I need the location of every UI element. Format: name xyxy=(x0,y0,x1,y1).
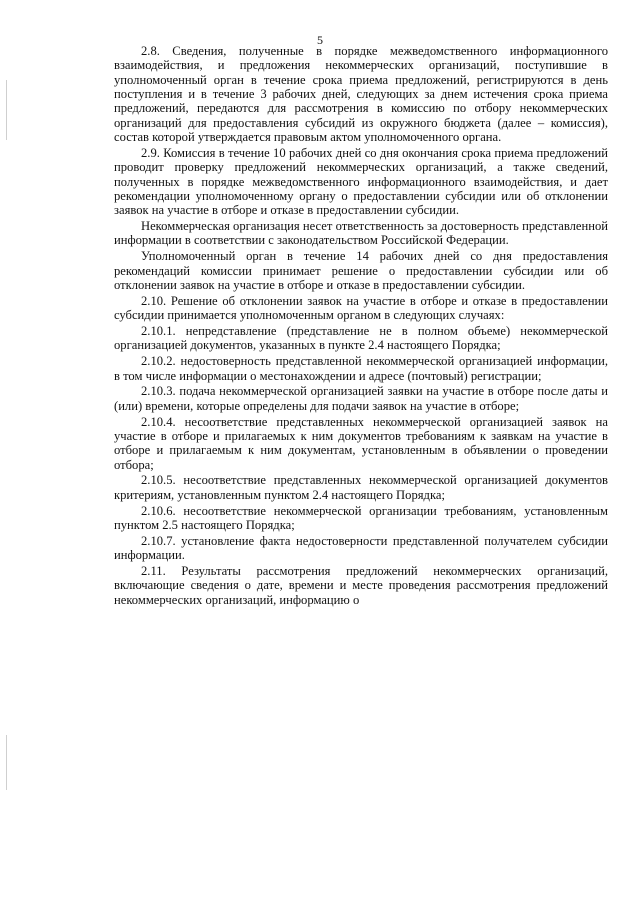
paragraph-2-10: 2.10. Решение об отклонении заявок на участие в отборе и отказе в предоставлении субсидии принимается уполномоченным органом в следующих случаях: xyxy=(114,293,608,323)
paragraph-2-10-2: 2.10.2. недостоверность представленной некоммерческой организацией информации, в том числе информации о местонахождении и адресе (почтовый) регистрации; xyxy=(114,354,608,383)
paragraph-2-10-7: 2.10.7. установление факта недостоверности представленной получателем субсидии информации. xyxy=(114,533,608,563)
scan-margin-mark xyxy=(6,735,7,790)
paragraph-2-11: 2.11. Результаты рассмотрения предложений некоммерческих организаций, включающие сведения о дате, времени и месте проведения рассмотрения предложений некоммерческих организаций, информацию о xyxy=(114,564,608,607)
paragraph-responsibility: Некоммерческая организация несет ответственность за достоверность представленной информации в соответствии с законодательством Российской Федерации. xyxy=(114,219,608,248)
paragraph-2-9: 2.9. Комиссия в течение 10 рабочих дней со дня окончания срока приема предложений проводит проверку предложений некоммерческих организаций, а также сведений, полученных в порядке межведомственного информационного взаимодействия, и дает рекомендации уполномоченному органу о предоставлении субсидии или об отклонении заявок на участие в отборе и отказе в предоставлении субсидии. xyxy=(114,145,608,218)
body-text xyxy=(114,44,608,607)
paragraph-2-10-6: 2.10.6. несоответствие некоммерческой организации требованиям, установленным пунктом 2.5 настоящего Порядка; xyxy=(114,503,608,532)
page-number: 5 xyxy=(317,33,323,47)
paragraph-2-10-5: 2.10.5. несоответствие представленных некоммерческой организацией документов критериям, установленным пунктом 2.4 настоящего Порядка; xyxy=(114,473,608,502)
paragraph-2-8: 2.8. Сведения, полученные в порядке межведомственного информационного взаимодействия, и предложения некоммерческих организаций, поступившие в уполномоченный орган в течение срока приема предложений, регистрируются в день поступления и в течение 3 рабочих дней, следующих за днем истечения срока приема предложений, передаются для рассмотрения в комиссию по отбору некоммерческих организаций для предоставления субсидий из окружного бюджета (далее – комиссия), состав которой утверждается правовым актом уполномоченного органа. xyxy=(114,44,608,145)
scan-margin-mark xyxy=(6,80,7,140)
paragraph-2-10-3: 2.10.3. подача некоммерческой организацией заявки на участие в отборе после даты и (или) времени, которые определены для подачи заявок на участие в отборе; xyxy=(114,384,608,413)
paragraph-2-10-4: 2.10.4. несоответствие представленных некоммерческой организацией заявок на участие в отборе и прилагаемых к ним документов требованиям к заявкам на участие в отборе и прилагаемым к ним документам, установленным в объявлении о проведении отбора; xyxy=(114,414,608,472)
paragraph-2-10-1: 2.10.1. непредставление (представление не в полном объеме) некоммерческой организацией документов, указанных в пункте 2.4 настоящего Порядка; xyxy=(114,324,608,353)
paragraph-authority-decision: Уполномоченный орган в течение 14 рабочих дней со дня предоставления рекомендаций комиссии принимает решение о предоставлении субсидии или об отклонении заявок на участие в отборе и отказе в предоставлении субсидии. xyxy=(114,249,608,292)
